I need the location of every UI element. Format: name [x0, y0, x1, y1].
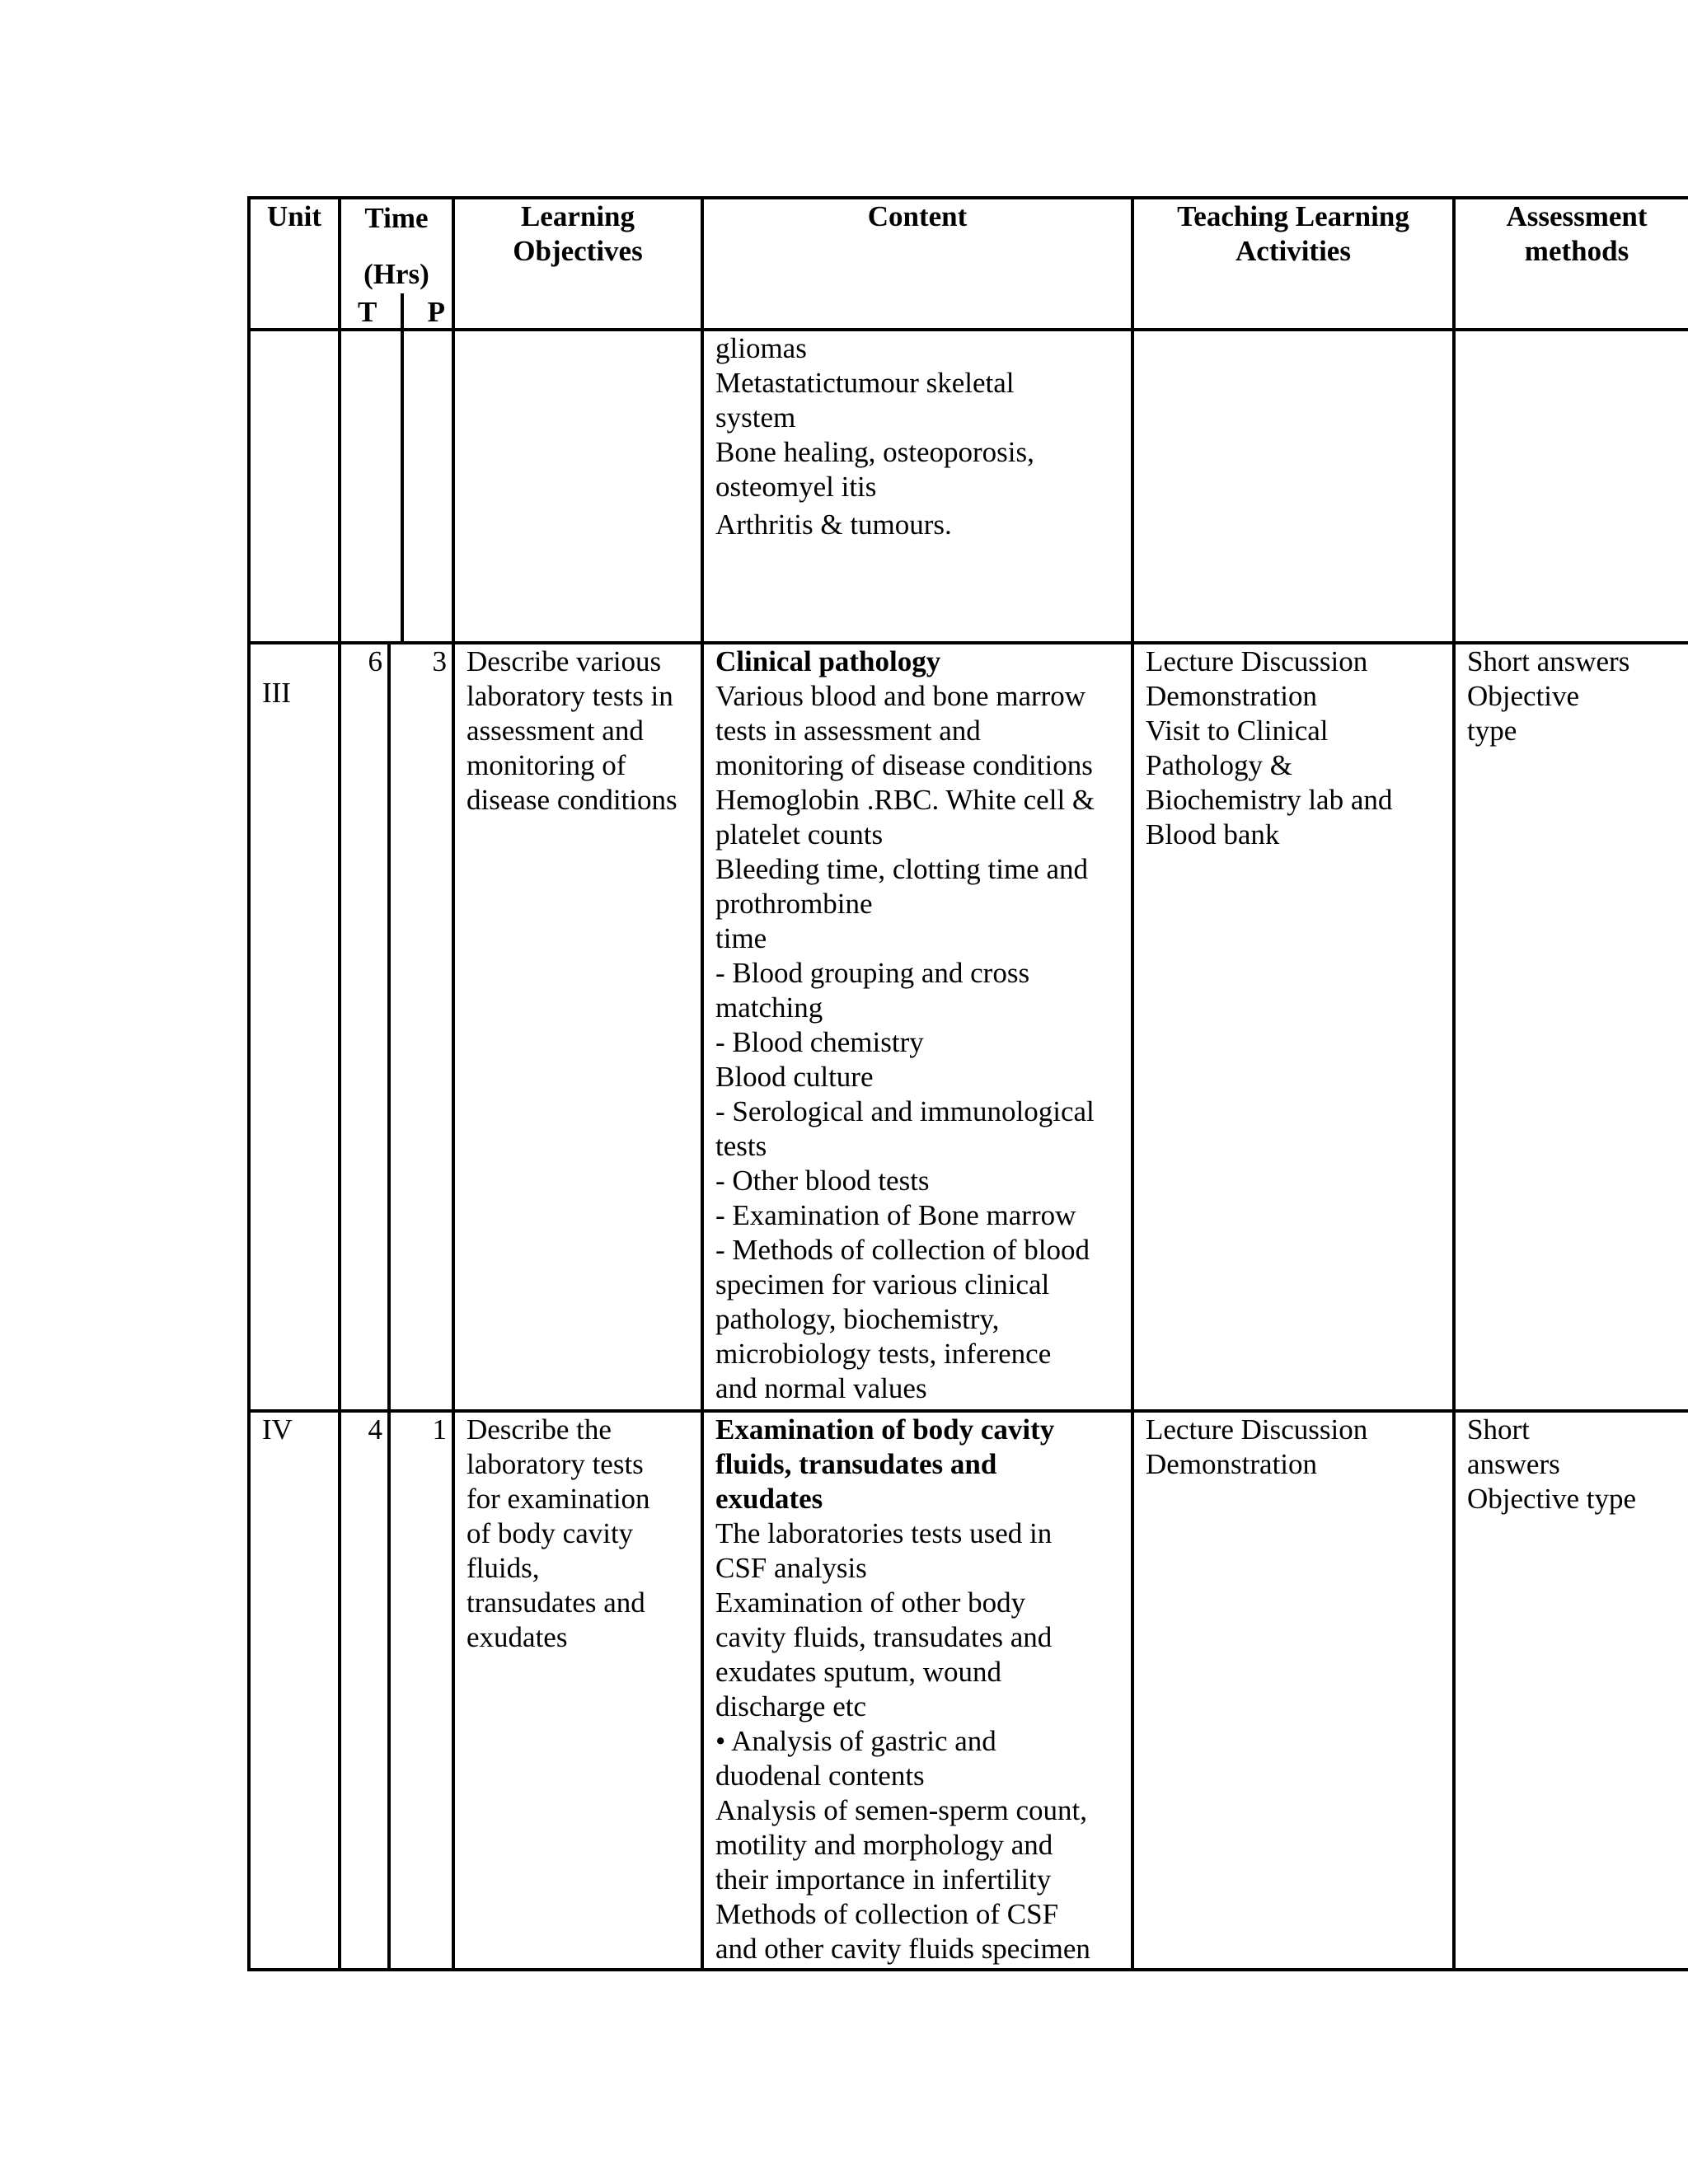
content-line: tests in assessment and — [715, 715, 981, 747]
header-time-label: Time — [364, 202, 429, 234]
content-line: prothrombine — [715, 888, 873, 920]
activities-cell — [1132, 643, 1454, 1411]
assessment-line: type — [1467, 715, 1517, 747]
cont-assessment-cell — [1454, 330, 1688, 643]
content-line: system — [715, 401, 796, 434]
content-line: cavity fluids, transudates and — [715, 1621, 1053, 1653]
content-title: exudates — [715, 1483, 823, 1515]
theory-hours: 4 — [340, 1411, 389, 1970]
content-line: Metastatictumour skeletal — [715, 367, 1015, 399]
content-line: duodenal contents — [715, 1760, 925, 1792]
unit-cell: IV — [249, 1411, 340, 1970]
content-line: and other cavity fluids specimen — [715, 1933, 1090, 1965]
objective-line: assessment and — [467, 715, 644, 747]
objectives-cell — [453, 643, 702, 1411]
content-title: fluids, transudates and — [715, 1448, 997, 1480]
assessment-cell — [1454, 643, 1688, 1411]
content-title: Clinical pathology — [715, 645, 941, 677]
content-line: tests — [715, 1130, 767, 1162]
table-row-unit-iv — [249, 1411, 1688, 1970]
content-line: their importance in infertility — [715, 1863, 1052, 1896]
content-line: exudates sputum, wound — [715, 1656, 1002, 1688]
content-line: gliomas — [715, 332, 807, 364]
objective-line: disease conditions — [467, 784, 678, 816]
header-hrs-label: (Hrs) — [363, 258, 429, 290]
objectives-cell — [453, 1411, 702, 1970]
content-line: pathology, biochemistry, — [715, 1303, 1000, 1335]
assessment-cell — [1454, 1411, 1688, 1970]
objective-line: exudates — [467, 1621, 568, 1653]
content-line: - Serological and immunological — [715, 1095, 1095, 1127]
objective-line: transudates and — [467, 1586, 645, 1619]
assessment-line: Objective — [1467, 680, 1580, 712]
content-line: specimen for various clinical — [715, 1268, 1050, 1301]
header-objectives: Learning Objectives — [453, 198, 702, 330]
table-row-unit-iii — [249, 643, 1688, 1411]
content-line: platelet counts — [715, 818, 884, 851]
activity-line: Demonstration — [1146, 680, 1318, 712]
content-line: monitoring of disease conditions — [715, 749, 1093, 781]
header-assessment: Assessment methods — [1454, 198, 1688, 330]
content-title: Examination of body cavity — [715, 1413, 1055, 1446]
content-line: and normal values — [715, 1372, 927, 1404]
cont-time-divider — [401, 331, 404, 641]
activity-line: Lecture Discussion — [1146, 645, 1368, 677]
content-line: Blood culture — [715, 1061, 874, 1093]
content-line: CSF analysis — [715, 1552, 867, 1584]
header-unit: Unit — [249, 198, 340, 330]
syllabus-table — [247, 196, 1688, 1971]
content-line: microbiology tests, inference — [715, 1338, 1052, 1370]
content-line: - Blood grouping and cross — [715, 957, 1030, 989]
header-content: Content — [702, 198, 1132, 330]
objective-line: laboratory tests in — [467, 680, 673, 712]
objective-line: laboratory tests — [467, 1448, 644, 1480]
objective-line: monitoring of — [467, 749, 626, 781]
cont-time-cell — [340, 330, 453, 643]
assessment-line: Short answers — [1467, 645, 1630, 677]
tp-labels — [341, 295, 452, 330]
content-line: Bone healing, osteoporosis, — [715, 436, 1034, 468]
content-line: Various blood and bone marrow — [715, 680, 1086, 712]
unit-cell: III — [249, 643, 340, 1411]
header-row — [249, 198, 1688, 330]
objective-line: fluids, — [467, 1552, 540, 1584]
objective-line: Describe various — [467, 645, 662, 677]
cont-unit-cell — [249, 330, 340, 643]
content-line: The laboratories tests used in — [715, 1517, 1053, 1549]
activity-line: Blood bank — [1146, 818, 1280, 851]
header-p: P — [427, 296, 445, 328]
activities-cell — [1132, 1411, 1454, 1970]
assessment-line: Objective type — [1467, 1483, 1637, 1515]
content-line: Analysis of semen-sperm count, — [715, 1794, 1088, 1826]
objective-line: of body cavity — [467, 1517, 634, 1549]
cont-activities-cell — [1132, 330, 1454, 643]
content-line: Examination of other body — [715, 1586, 1026, 1619]
content-line: Methods of collection of CSF — [715, 1898, 1059, 1930]
practical-hours: 3 — [389, 643, 453, 1411]
content-line: - Blood chemistry — [715, 1026, 924, 1058]
activity-line: Visit to Clinical — [1146, 715, 1329, 747]
content-line: Bleeding time, clotting time and — [715, 853, 1088, 885]
content-line: osteomyel itis — [715, 471, 877, 503]
practical-hours: 1 — [389, 1411, 453, 1970]
objective-line: for examination — [467, 1483, 650, 1515]
objective-line: Describe the — [467, 1413, 612, 1446]
assessment-line: answers — [1467, 1448, 1560, 1480]
content-line: Arthritis & tumours. — [715, 509, 952, 541]
header-activities: Teaching Learning Activities — [1132, 198, 1454, 330]
continuation-row — [249, 330, 1688, 643]
content-cell — [702, 1411, 1132, 1970]
content-line: Hemoglobin .RBC. White cell & — [715, 784, 1095, 816]
header-time — [340, 198, 453, 330]
content-line: - Examination of Bone marrow — [715, 1199, 1076, 1231]
cont-objectives-cell — [453, 330, 702, 643]
assessment-line: Short — [1467, 1413, 1530, 1446]
content-line: - Other blood tests — [715, 1165, 930, 1197]
theory-hours: 6 — [340, 643, 389, 1411]
activity-line: Lecture Discussion — [1146, 1413, 1368, 1446]
content-line: discharge etc — [715, 1690, 867, 1722]
content-cell — [702, 643, 1132, 1411]
activity-line: Biochemistry lab and — [1146, 784, 1393, 816]
content-line: time — [715, 922, 767, 954]
content-line: motility and morphology and — [715, 1829, 1053, 1861]
content-line: matching — [715, 991, 823, 1024]
activity-line: Pathology & — [1146, 749, 1292, 781]
cont-content-cell — [702, 330, 1132, 643]
header-t: T — [358, 296, 377, 328]
content-line: - Methods of collection of blood — [715, 1234, 1090, 1266]
activity-line: Demonstration — [1146, 1448, 1318, 1480]
content-line: • Analysis of gastric and — [715, 1725, 996, 1757]
